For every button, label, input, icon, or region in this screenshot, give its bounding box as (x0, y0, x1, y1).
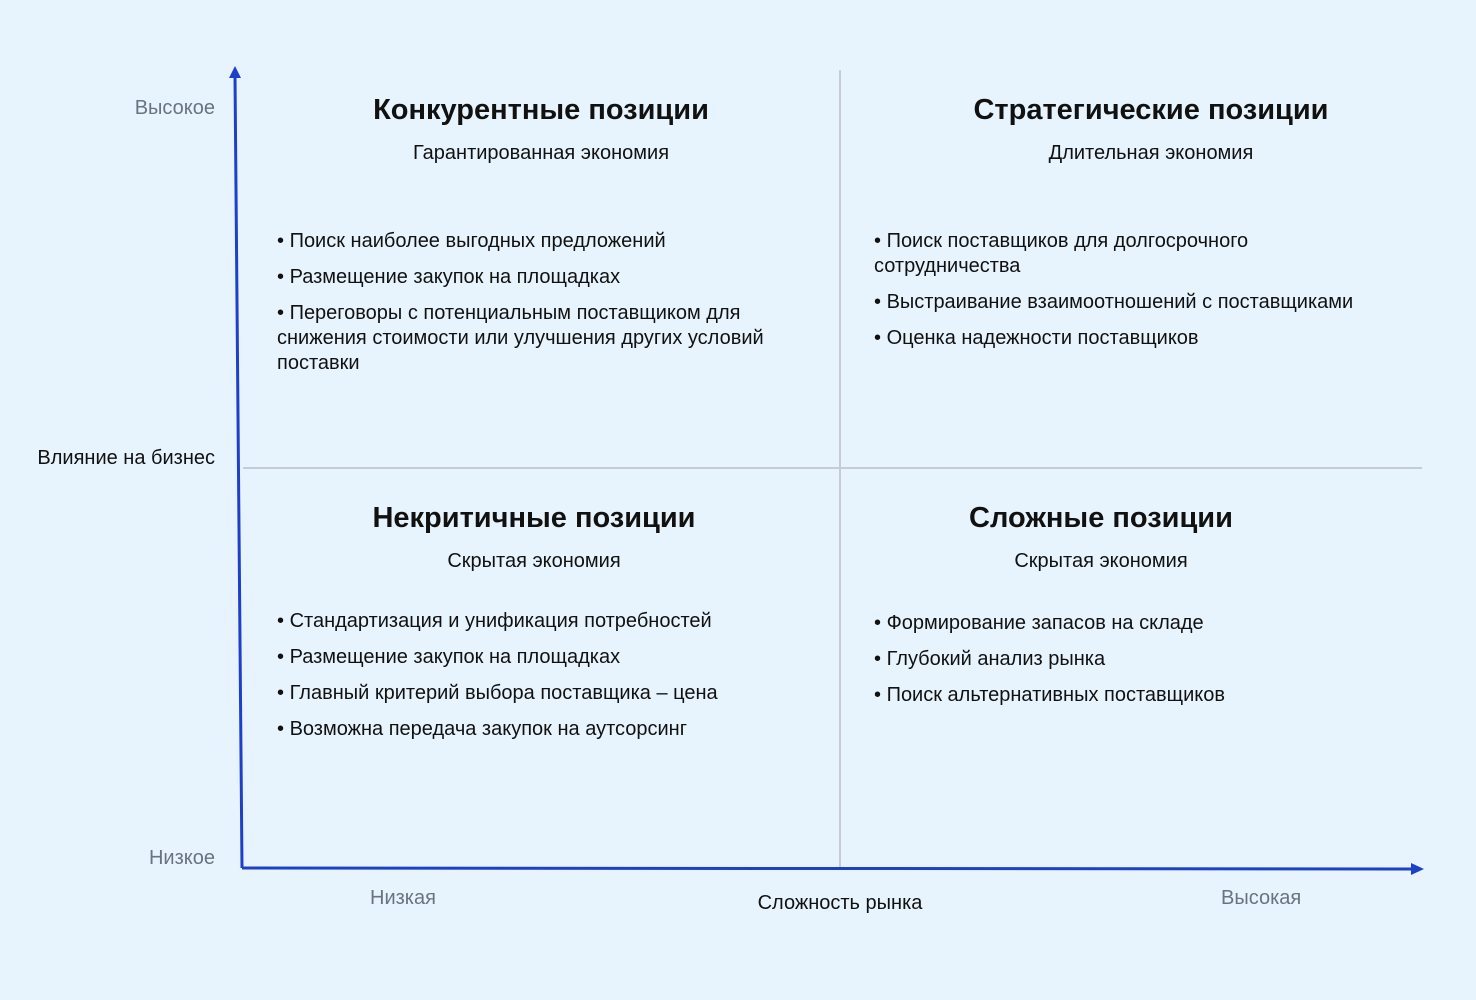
y-axis-line (235, 76, 242, 868)
list-item: • Поиск наиболее выгодных предложений (277, 229, 817, 254)
x-axis-arrow-icon (1411, 863, 1424, 875)
list-item: • Поиск поставщиков для долгосрочного сотрудничества (874, 229, 1304, 279)
list-item: • Стандартизация и унификация потребностей (277, 609, 817, 634)
y-axis-low-label: Низкое (148, 847, 215, 869)
quadrant-subtitle: Длительная экономия (1048, 142, 1254, 164)
y-axis-arrow-icon (229, 66, 241, 78)
list-item: • Главный критерий выбора поставщика – цена (277, 681, 817, 706)
quadrant-bullet-list (277, 609, 817, 753)
y-axis-high-label: Высокое (134, 97, 215, 119)
quadrant-header (373, 93, 709, 165)
quadrant-subtitle: Скрытая экономия (447, 550, 621, 572)
y-axis-title: Влияние на бизнес (37, 447, 215, 469)
quadrant-bullet-list (874, 611, 1414, 719)
list-item: • Формирование запасов на складе (874, 611, 1414, 636)
list-item: • Оценка надежности поставщиков (874, 326, 1434, 351)
x-axis-title: Сложность рынка (757, 892, 923, 914)
list-item: • Поиск альтернативных поставщиков (874, 683, 1414, 708)
quadrant-header (973, 93, 1328, 165)
quadrant-title: Конкурентные позиции (373, 94, 709, 126)
list-item: • Выстраивание взаимоотношений с поставщиками (874, 290, 1434, 315)
quadrant-title: Сложные позиции (969, 502, 1233, 534)
quadrant-subtitle: Гарантированная экономия (412, 142, 670, 164)
quadrant-title: Стратегические позиции (973, 94, 1329, 126)
quadrant-header (372, 501, 695, 573)
list-item: • Переговоры с потенциальным поставщиком для снижения стоимости или улучшения других условий поставки (277, 301, 817, 376)
quadrant-subtitle: Скрытая экономия (1014, 550, 1188, 572)
x-axis-line (242, 868, 1412, 869)
x-axis-high-label: Высокая (1221, 887, 1302, 909)
list-item: • Возможна передача закупок на аутсорсинг (277, 717, 817, 742)
quadrant-header (969, 501, 1233, 573)
list-item: • Глубокий анализ рынка (874, 647, 1414, 672)
list-item: • Размещение закупок на площадках (277, 265, 817, 290)
quadrant-bullet-list (277, 229, 817, 387)
list-item: • Размещение закупок на площадках (277, 645, 817, 670)
quadrant-title: Некритичные позиции (372, 502, 696, 534)
quadrant-bullet-list (874, 229, 1434, 362)
x-axis-low-label: Низкая (370, 887, 436, 909)
